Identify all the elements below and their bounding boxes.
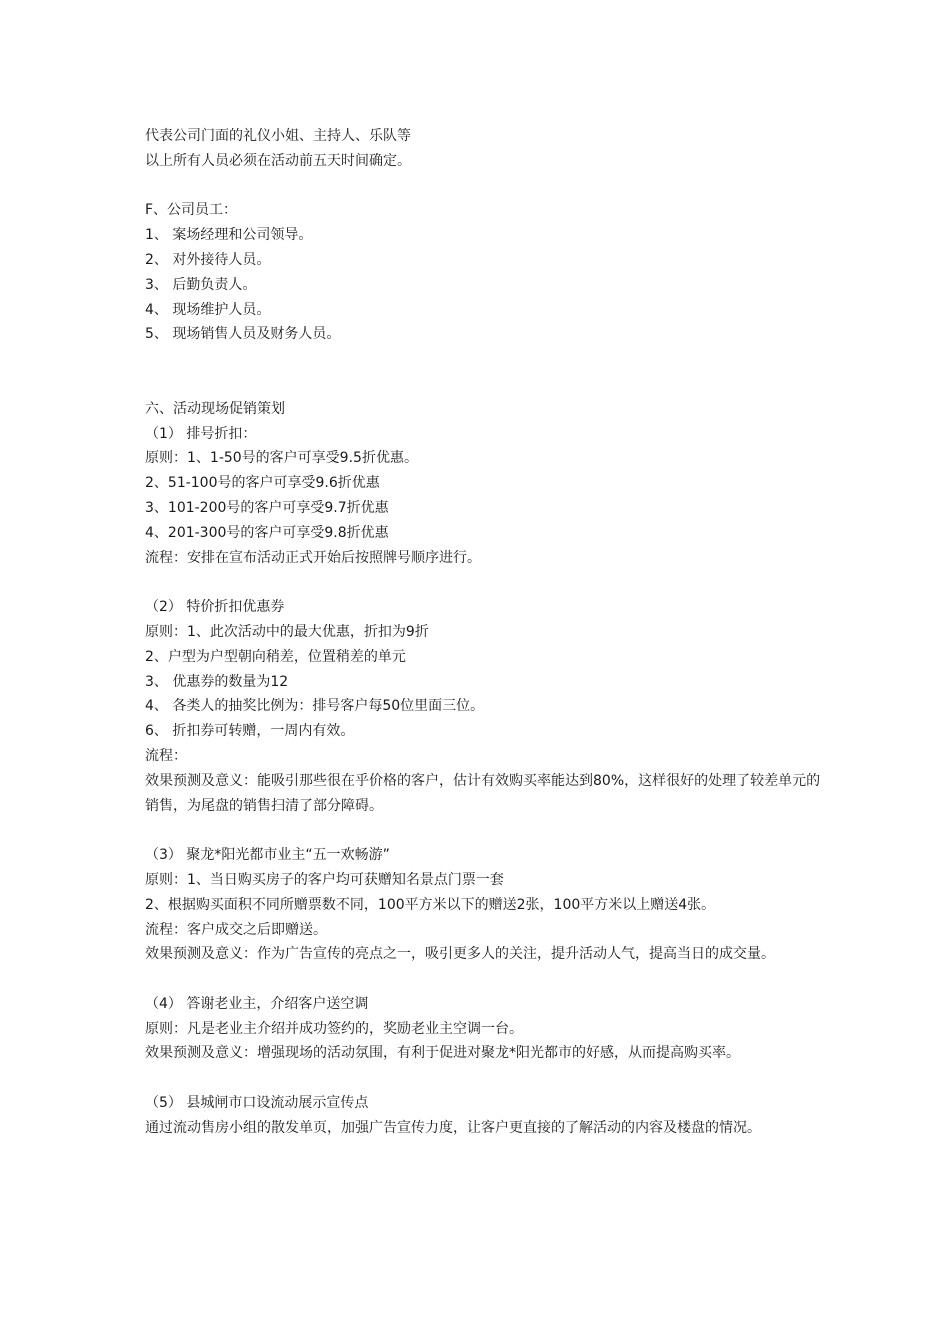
part1-heading: （1） 排号折扣： xyxy=(145,425,257,442)
part5-heading: （5） 县城闸市口设流动展示宣传点 xyxy=(145,1095,369,1112)
document-page xyxy=(145,124,825,1141)
part3-line: 流程：客户成交之后即赠送。 xyxy=(145,921,327,938)
part1-line: 3、101-200号的客户可享受9.7折优惠 xyxy=(145,499,389,516)
intro-line-1: 代表公司门面的礼仪小姐、主持人、乐队等 xyxy=(145,128,411,144)
part2-line: 4、 各类人的抽奖比例为：排号客户每50位里面三位。 xyxy=(145,698,485,715)
staff-item: 4、 现场维护人员。 xyxy=(145,301,271,318)
part1-line: 2、51-100号的客户可享受9.6折优惠 xyxy=(145,475,380,492)
part2-line: 6、 折扣券可转赠，一周内有效。 xyxy=(145,723,355,740)
part3-effect: 效果预测及意义：作为广告宣传的亮点之一，吸引更多人的关注，提升活动人气，提高当日的成交量。 xyxy=(145,946,775,963)
part4-line: 原则：凡是老业主介绍并成功签约的，奖励老业主空调一台。 xyxy=(145,1020,523,1037)
section-title: 六、活动现场促销策划 xyxy=(145,400,285,417)
part2-line: 3、 优惠券的数量为12 xyxy=(145,673,289,690)
part2-line: 2、户型为户型朝向稍差，位置稍差的单元 xyxy=(145,648,406,665)
part3-line: 原则：1、当日购买房子的客户均可获赠知名景点门票一套 xyxy=(145,871,504,888)
spacer xyxy=(145,347,825,397)
part2-effect: 效果预测及意义：能吸引那些很在乎价格的客户，估计有效购买率能达到80%，这样很好的处理了较差单元的销售，为尾盘的销售扫清了部分障碍。 xyxy=(145,772,821,814)
part4-heading: （4） 答谢老业主，介绍客户送空调 xyxy=(145,995,369,1012)
part4-line: 效果预测及意义：增强现场的活动氛围，有利于促进对聚龙*阳光都市的好感，从而提高购买率。 xyxy=(145,1045,740,1062)
part5-body: 通过流动售房小组的散发单页，加强广告宣传力度，让客户更直接的了解活动的内容及楼盘的情况。 xyxy=(145,1119,761,1136)
part1-line: 原则：1、1-50号的客户可享受9.5折优惠。 xyxy=(145,450,418,467)
staff-item: 3、 后勤负责人。 xyxy=(145,276,257,293)
part2-line: 流程： xyxy=(145,747,187,764)
staff-item: 2、 对外接待人员。 xyxy=(145,251,271,268)
part2-line: 原则：1、此次活动中的最大优惠，折扣为9折 xyxy=(145,623,429,640)
staff-heading: F、公司员工： xyxy=(145,202,238,219)
part3-line: 2、根据购买面积不同所赠票数不同，100平方米以下的赠送2张，100平方米以上赠送4张。 xyxy=(145,896,716,913)
intro-line-2: 以上所有人员必须在活动前五天时间确定。 xyxy=(145,152,411,169)
staff-item: 5、 现场销售人员及财务人员。 xyxy=(145,326,341,343)
spacer xyxy=(145,1066,825,1091)
part1-line: 流程：安排在宣布活动正式开始后按照牌号顺序进行。 xyxy=(145,549,481,566)
part2-heading: （2） 特价折扣优惠券 xyxy=(145,599,285,616)
staff-item: 1、 案场经理和公司领导。 xyxy=(145,227,313,244)
part3-heading: （3） 聚龙*阳光都市业主“五一欢畅游” xyxy=(145,847,390,864)
part1-line: 4、201-300号的客户可享受9.8折优惠 xyxy=(145,524,389,541)
spacer xyxy=(145,570,825,595)
spacer xyxy=(145,967,825,992)
spacer xyxy=(145,818,825,843)
spacer xyxy=(145,174,825,199)
